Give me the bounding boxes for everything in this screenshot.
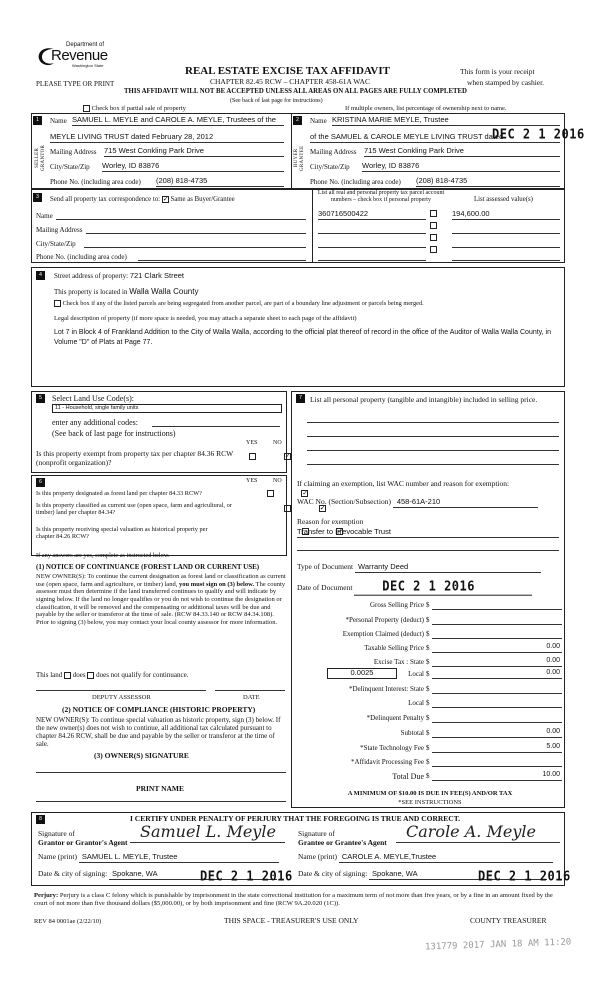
notice-1-body — [36, 573, 288, 627]
deputy-date-line[interactable] — [215, 685, 285, 691]
receipt-line-2: when stamped by cashier. — [467, 78, 545, 87]
county[interactable]: Walla Walla County — [129, 287, 199, 296]
buyer-city[interactable]: Worley, ID 83876 — [362, 162, 560, 172]
corr-send — [50, 196, 235, 204]
form-title: REAL ESTATE EXCISE TAX AFFIDAVIT — [185, 65, 390, 77]
personal-line-4[interactable] — [307, 459, 559, 465]
seller-name-label: Name — [50, 117, 67, 125]
exemption-label: If claiming an exemption, list WAC number and reason for exemption: — [297, 479, 510, 488]
buyer-phone[interactable]: (208) 818-4735 — [416, 177, 560, 187]
receipt-stamp: 131779 2017 JAN 18 AM 11:20 — [424, 937, 572, 953]
reason-label: Reason for exemption — [297, 517, 364, 526]
divider-3 — [312, 189, 313, 263]
street-address[interactable]: 721 Clark Street — [129, 271, 185, 280]
exemption-reason[interactable]: Transfer to Irrevocable Trust — [297, 528, 559, 538]
badge-4: 4 — [36, 271, 45, 280]
badge-8: 8 — [36, 815, 45, 824]
fee-field[interactable] — [432, 657, 562, 667]
print-name-label: PRINT NAME — [136, 784, 184, 793]
fee-field[interactable] — [432, 684, 562, 694]
grantee-sig-label — [298, 830, 387, 847]
fee-field[interactable] — [432, 698, 562, 708]
land-qualify-row — [36, 671, 188, 679]
grantee-name[interactable]: CAROLE A. MEYLE,Trustee — [339, 853, 553, 863]
buyer-phone-label: Phone No. (including area code) — [310, 178, 401, 186]
doc-date[interactable]: DEC 2 1 2016 — [354, 579, 532, 595]
corr-city-field[interactable] — [84, 240, 306, 248]
forest-q3: Is this property receiving special valuation as historical property per chapter 84.26 RCW? — [36, 526, 208, 541]
fee-total: Total Due $ 10.00 — [392, 771, 560, 781]
landuse-select: Select Land Use Code(s): — [52, 394, 134, 403]
buyer-name[interactable]: KRISTINA MARIE MEYLE, Trustee — [332, 116, 560, 126]
wac-label: WAC No. (Section/Subsection) — [297, 497, 391, 506]
fee-processing: *Affidavit Processing Fee $ — [292, 757, 562, 769]
parcel-line-2[interactable] — [318, 226, 426, 234]
parcel-personal-checkbox-1[interactable] — [430, 210, 437, 217]
buyer-mail-label: Mailing Address — [310, 148, 357, 156]
print-name-line[interactable] — [36, 796, 286, 802]
forest-q2: Is this property classified as current use (open space, farm and agricultural, or timber) land per chapter 84.34? — [36, 502, 232, 517]
perjury-body: Perjury is a class C felony which is punishable by imprisonment in the state correctional institution for a maximum term of not more than five years, or by a fine in an amount fixed by the court of not more than five thousand dollars ($5,000.00), or by both imprisonment and fine (RCW 9A.20.020 (1C)). — [34, 892, 553, 907]
buyer-side-label: BUYER GRANTEE — [294, 145, 305, 171]
form-chapter: CHAPTER 82.45 RCW – CHAPTER 458-61A WAC — [210, 77, 370, 86]
grantor-signature[interactable] — [130, 822, 285, 843]
doc-type-label: Type of Document — [297, 562, 354, 571]
badge-3: 3 — [33, 193, 42, 202]
landuse-yes: YES — [246, 440, 258, 446]
deputy-label: DEPUTY ASSESSOR — [92, 694, 151, 701]
fee-value: 0.00 — [546, 643, 560, 650]
fee-excise-local: Local $ 0.00 — [408, 669, 560, 678]
seller-city-row — [50, 163, 284, 171]
parcel-checkbox-col — [430, 209, 437, 253]
corr-mail-label: Mailing Address — [36, 226, 83, 234]
seller-mail-label: Mailing Address — [50, 148, 97, 156]
partial-sale — [83, 105, 186, 112]
fee-label: Exemption Claimed (deduct) — [342, 630, 424, 638]
landuse-no: NO — [273, 440, 282, 446]
notice-3-head: (3) OWNER(S) SIGNATURE — [94, 751, 189, 760]
perjury-label: Perjury: — [34, 892, 59, 899]
please-type: PLEASE TYPE OR PRINT — [36, 80, 115, 88]
badge-1: 1 — [33, 116, 42, 125]
notice-1-c: The county assessor must then determine if the land transferred continues to qualify and will indicate by signing below. If the land no longer qualifies or you do not wish to continue the designation or classification, it will be removed and the compensating or additional taxes will be due and payable by the seller or transferor at the time of sale. (RCW 84.33.140 or RCW 84.34.108). Prior to signing (3) below, you may contact your local county assessor for more information. — [36, 580, 286, 626]
land-label: This land — [36, 671, 63, 679]
landuse-additional-label: enter any additional codes: — [52, 418, 138, 427]
legal-description[interactable]: Lot 7 in Block 4 of Frankland Addition to the City of Walla Walla, according to the official plat thereof of record in the office of the Auditor of Walla Walla County, in Volume "D" of Plats at Page 77. — [54, 329, 552, 346]
reason-line-2[interactable] — [297, 545, 559, 551]
notice-1-b: you must sign on (3) below. — [178, 580, 255, 588]
logo-state: Washington State — [72, 63, 104, 68]
segregate-checkbox[interactable] — [54, 300, 61, 307]
grantor-date-label: Date & city of signing: — [38, 869, 108, 878]
located-label: This property is located in — [54, 288, 128, 296]
fee-field[interactable] — [432, 757, 562, 767]
fee-label: *State Technology Fee — [360, 744, 424, 752]
grantor-signature-mark: Samuel L. Meyle — [140, 822, 276, 841]
fee-field[interactable] — [432, 600, 562, 610]
doc-type-row — [297, 563, 541, 573]
fee-exemption: Exemption Claimed (deduct) $ — [292, 629, 562, 641]
section-4-frame — [31, 267, 565, 387]
segregate-row — [54, 300, 424, 307]
grantor-name-label: Name (print) — [38, 852, 77, 861]
grantor-sig-label — [38, 830, 128, 847]
q2-yes-checkbox[interactable] — [284, 505, 291, 512]
grantor-sig-label-1: Signature of — [38, 829, 75, 838]
same-as-buyer-checkbox[interactable] — [162, 196, 169, 203]
segregate-label: Check box if any of the listed parcels are being segregated from another parcel, are part of a boundary line adjustment or parcels being merged. — [62, 300, 424, 307]
buyer-city-label: City/State/Zip — [310, 163, 350, 171]
corr-name-row — [36, 212, 306, 220]
badge-5: 5 — [36, 394, 45, 403]
fee-subtotal: Subtotal $ 0.00 — [400, 728, 560, 737]
fee-penalty: *Delinquent Penalty $ — [292, 713, 562, 725]
partial-sale-checkbox[interactable] — [83, 105, 90, 112]
fee-label: Local — [408, 699, 424, 707]
fee-field[interactable] — [432, 629, 562, 639]
grantee-sig-label-1: Signature of — [298, 829, 335, 838]
badge-6: 6 — [36, 478, 45, 487]
corr-name-field[interactable] — [56, 212, 306, 220]
wac-number[interactable]: 458-61A-210 — [393, 498, 538, 508]
fee-label: *Delinquent Penalty — [366, 714, 424, 722]
buyer-name-2[interactable]: of the SAMUEL & CAROLE MEYLE LIVING TRUST dated — [310, 133, 560, 143]
receipt-line-1: This form is your receipt — [460, 67, 535, 76]
owner-signature-line[interactable] — [36, 763, 286, 773]
doc-type[interactable]: Warranty Deed — [355, 563, 541, 573]
parcel-personal-checkbox-3[interactable] — [430, 234, 437, 241]
fee-interest-state: *Delinquent Interest: State $ — [292, 684, 562, 696]
seller-phone-label: Phone No. (including area code) — [50, 178, 141, 186]
fee-label: Total Due — [392, 772, 424, 781]
assessed-line-2[interactable] — [452, 226, 560, 234]
parcel-line-3[interactable] — [318, 240, 426, 248]
logo-name: Revenue — [51, 47, 108, 64]
personal-line-3[interactable] — [307, 445, 559, 451]
does-label: does — [72, 671, 86, 679]
personal-line-2[interactable] — [307, 431, 559, 437]
certify-text: I CERTIFY UNDER PENALTY OF PERJURY THAT THE FOREGOING IS TRUE AND CORRECT. — [130, 814, 461, 823]
fee-technology: *State Technology Fee $ 5.00 — [360, 743, 560, 752]
forest-no: NO — [273, 478, 282, 484]
fee-field[interactable] — [432, 669, 562, 679]
buyer-mail-row — [310, 148, 560, 156]
assessed-line-3[interactable] — [452, 240, 560, 248]
fee-label: *Affidavit Processing Fee — [351, 758, 424, 766]
treasurer-space: THIS SPACE - TREASURER'S USE ONLY — [224, 916, 359, 925]
buyer-name-row — [310, 117, 560, 125]
fee-label: Taxable Selling Price — [364, 644, 424, 652]
fee-minimum-note: A MINIMUM OF $10.00 IS DUE IN FEE(S) AND/OR TAX — [347, 790, 513, 797]
fee-value: 0.00 — [546, 657, 560, 664]
fee-field[interactable] — [432, 615, 562, 625]
grantee-signature-mark: Carole A. Meyle — [406, 822, 536, 841]
seller-mail[interactable]: 715 West Conkling Park Drive — [104, 147, 284, 157]
grantee-date-stamp: DEC 2 1 2016 — [478, 868, 571, 884]
parcel-personal-checkbox-4[interactable] — [430, 246, 437, 253]
seller-side-label: SELLER GRANTOR — [35, 144, 46, 172]
dor-logo — [36, 42, 126, 76]
corr-name-label: Name — [36, 212, 53, 220]
seller-mail-row — [50, 148, 284, 156]
landuse-see-back: (See back of last page for instructions) — [52, 429, 176, 438]
exempt-question: Is this property exempt from property tax per chapter 84.36 RCW (nonprofit organization)? — [36, 449, 234, 467]
perjury-text — [34, 892, 564, 907]
grantee-signature[interactable] — [396, 822, 560, 843]
personal-line-1[interactable] — [307, 417, 559, 423]
doc-date-label: Date of Document — [297, 583, 353, 592]
seller-city[interactable]: Worley, ID 83876 — [102, 162, 284, 172]
landuse-additional — [52, 418, 138, 427]
does-checkbox[interactable] — [64, 672, 71, 679]
fee-field[interactable] — [432, 743, 562, 753]
fee-value: 10.00 — [542, 771, 560, 778]
grantee-name-row — [298, 853, 553, 863]
badge-7: 7 — [296, 394, 305, 403]
grantor-city[interactable]: Spokane, WA — [109, 870, 277, 880]
same-as-buyer-label: Same as Buyer/Grantee — [170, 196, 235, 204]
assessed-line-4[interactable] — [452, 253, 560, 261]
deputy-date-label: DATE — [243, 694, 260, 701]
grantor-name[interactable]: SAMUEL L. MEYLE, Trustee — [79, 853, 279, 863]
notice-1-head: (1) NOTICE OF CONTINUANCE (FOREST LAND OR CURRENT USE) — [36, 563, 260, 571]
local-rate-box[interactable]: 0.0025 — [327, 668, 397, 679]
parcel-personal-checkbox-2[interactable] — [430, 222, 437, 229]
grantor-sig-label-2: Grantor or Grantor's Agent — [38, 837, 128, 847]
form-revision: REV 84 0001ae (2/22/10) — [34, 918, 102, 925]
assessed-value[interactable]: 194,600.00 — [452, 210, 560, 220]
legal-label: Legal description of property (if more space is needed, you may attach a separate sheet to each page of the affidavit) — [54, 315, 357, 322]
exempt-yes-checkbox[interactable] — [249, 453, 256, 460]
buyer-name-label: Name — [310, 117, 327, 125]
landuse-additional-field[interactable] — [152, 418, 280, 427]
fee-label: Gross Selling Price — [369, 601, 424, 609]
corr-mail-field[interactable] — [86, 226, 306, 234]
form-warning: THIS AFFIDAVIT WILL NOT BE ACCEPTED UNLESS ALL AREAS ON ALL PAGES ARE FULLY COMPLETED — [124, 88, 467, 95]
fee-field[interactable] — [432, 771, 562, 781]
seller-phone[interactable]: (208) 818-4735 — [156, 177, 284, 187]
street-row — [54, 272, 184, 281]
notice-1-a: NEW OWNER(S): To continue the current designation as forest land or classification as current use (open space, farm and agriculture, or timber) land, — [36, 573, 286, 588]
buyer-mail[interactable]: 715 West Conkling Park Drive — [364, 147, 560, 157]
forest-yes: YES — [246, 478, 258, 484]
corr-phone-label: Phone No. (including area code) — [36, 253, 127, 261]
fee-label: Local — [408, 670, 424, 678]
corr-city-row — [36, 240, 306, 248]
multiple-owners-note: If multiple owners, list percentage of ownership next to name. — [345, 105, 507, 112]
logo-dept-text: Department of — [66, 42, 105, 48]
fee-interest-local: Local $ — [292, 698, 562, 710]
assessed-head: List assessed value(s) — [474, 196, 533, 203]
fee-label: *Delinquent Interest: State — [348, 685, 424, 693]
divider-1-2 — [291, 113, 292, 189]
if-yes-note: If any answers are yes, complete as instructed below. — [36, 552, 170, 559]
notice-2-body: NEW OWNER(S): To continue special valuation as historic property, sign (3) below. If the new owner(s) does not wish to continue, all additional tax calculated pursuant to chapter 84.26 RCW, shall be due and payable by the seller or transferor at the time of sale. — [36, 716, 281, 749]
fee-value: 0.00 — [546, 669, 560, 676]
seller-phone-row — [50, 178, 284, 186]
corr-phone-row — [36, 253, 306, 261]
badge-2: 2 — [293, 116, 302, 125]
seller-name[interactable]: SAMUEL L. MEYLE and CAROLE A. MEYLE, Trustees of the — [72, 116, 284, 126]
q1-yes-checkbox[interactable] — [267, 490, 274, 497]
county-treasurer: COUNTY TREASURER — [470, 916, 547, 925]
located-row — [54, 287, 198, 296]
street-label: Street address of property: — [54, 272, 129, 280]
fee-value: 5.00 — [546, 743, 560, 750]
corr-mail-row — [36, 226, 306, 234]
buyer-date-stamp: DEC 2 1 2016 — [492, 126, 585, 142]
qualify-label: qualify for continuance. — [121, 671, 189, 679]
parcel-number[interactable]: 360716500422 — [318, 210, 426, 220]
buyer-phone-row — [310, 178, 560, 186]
corr-send-label: Send all property tax correspondence to: — [50, 196, 161, 204]
fee-personal: *Personal Property (deduct) $ — [292, 615, 562, 627]
fee-value: 0.00 — [546, 728, 560, 735]
corr-phone-field[interactable] — [138, 253, 306, 261]
wac-row — [297, 498, 538, 508]
fee-label: Excise Tax : State — [373, 658, 424, 666]
fee-excise-state: Excise Tax : State $ 0.00 — [373, 657, 560, 666]
grantee-city[interactable]: Spokane, WA — [369, 870, 547, 880]
seller-name-row — [50, 117, 284, 128]
doc-date-row — [297, 580, 532, 595]
parcel-head: List all real and personal property tax parcel account numbers – check box if personal property — [317, 190, 445, 203]
grantor-name-row — [38, 853, 279, 863]
landuse-code[interactable]: 11 - Household, single family units — [52, 404, 282, 413]
notice-2-head: (2) NOTICE OF COMPLIANCE (HISTORIC PROPERTY) — [62, 705, 256, 714]
see-back-header: (See back of last page for instructions) — [230, 98, 323, 104]
fee-taxable: Taxable Selling Price $ 0.00 — [364, 643, 560, 652]
buyer-city-row — [310, 163, 560, 171]
seller-name-2[interactable]: MEYLE LIVING TRUST dated February 28, 2012 — [50, 133, 284, 143]
partial-sale-label: Check box if partial sale of property — [91, 105, 186, 112]
corr-city-label: City/State/Zip — [36, 240, 76, 248]
personal-label: List all personal property (tangible and intangible) included in selling price. — [310, 395, 538, 404]
fee-field[interactable] — [432, 643, 562, 653]
fee-label: *Personal Property (deduct) — [345, 616, 424, 624]
grantor-date-stamp: DEC 2 1 2016 — [200, 868, 293, 884]
grantee-name-label: Name (print) — [298, 852, 337, 861]
fee-see-instructions: *SEE INSTRUCTIONS — [398, 799, 462, 806]
grantee-date-label: Date & city of signing: — [298, 869, 368, 878]
deputy-line[interactable] — [36, 685, 206, 691]
grantee-sig-label-2: Grantee or Grantee's Agent — [298, 837, 387, 847]
fee-label: Subtotal — [400, 729, 424, 737]
parcel-line-4[interactable] — [318, 253, 426, 261]
fee-field[interactable] — [432, 713, 562, 723]
fee-field[interactable] — [432, 728, 562, 738]
does-not-checkbox[interactable] — [87, 672, 94, 679]
fee-gross: Gross Selling Price $ — [292, 600, 562, 612]
forest-q1: Is this property designated as forest land per chapter 84.33 RCW? — [36, 490, 202, 497]
does-not-label: does not — [96, 671, 120, 679]
seller-city-label: City/State/Zip — [50, 163, 90, 171]
exempt-no-checkbox[interactable] — [284, 453, 291, 460]
